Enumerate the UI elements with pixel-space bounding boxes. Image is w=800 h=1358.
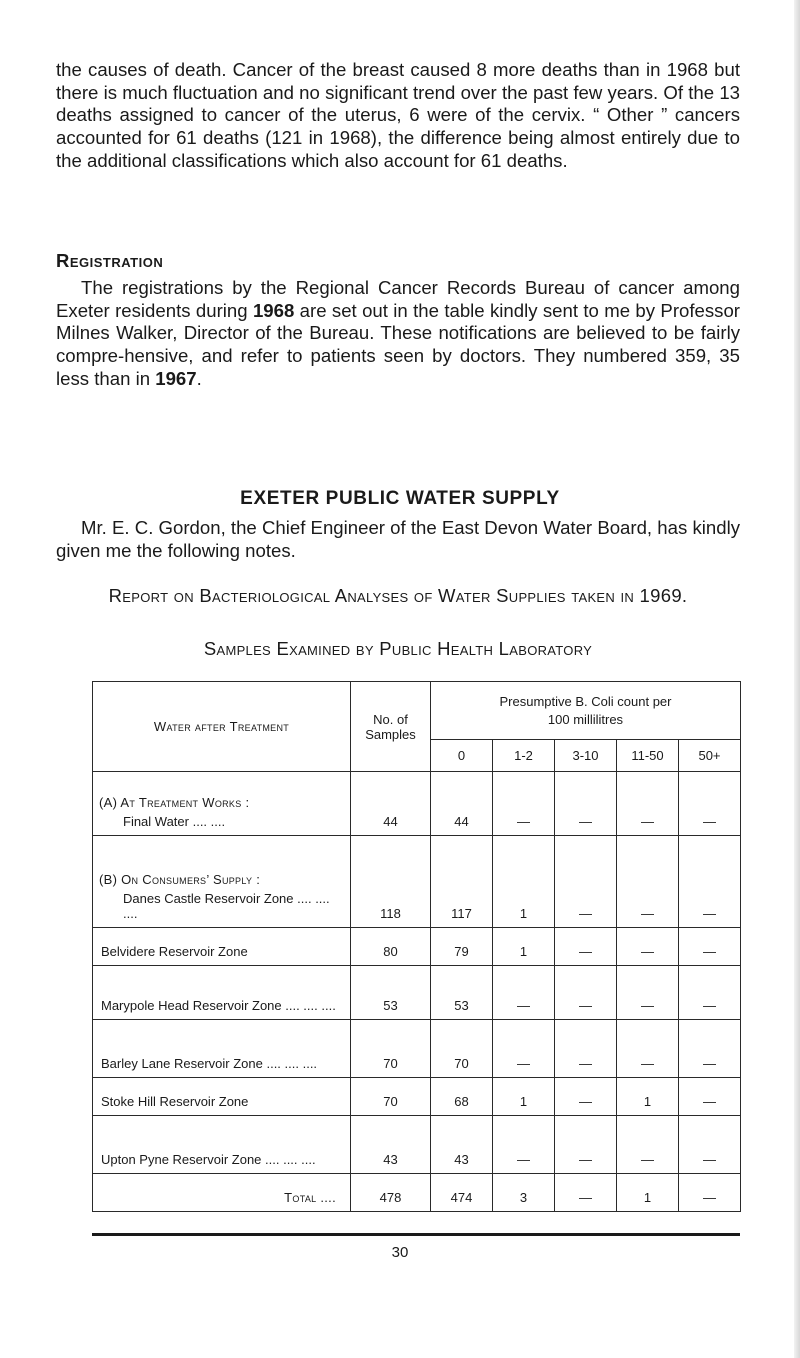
count-cell: 53 <box>431 966 493 1020</box>
table-row <box>93 928 741 966</box>
samples-cell: 44 <box>351 772 431 836</box>
count-cell: — <box>679 772 741 836</box>
cancer-deaths-paragraph: the causes of death. Cancer of the breast caused 8 more deaths than in 1968 but there is much fluctuation and no significant trend over the past few years. Of the 13 deaths assigned to cancer of the uterus, 6 were of the cervix. “ Other ” cancers accounted for 61 deaths (121 in 1968), the difference being almost entirely due to the additional classifications which also account for 61 deaths. <box>56 59 740 171</box>
registration-text-b: are set out in the table kindly sent to me by Professor Milnes Walker, Director of the Bureau. These notifications are believed to be fairly compre-hensive, and refer to patients seen by doctors. They numbered 359, 35 less than in <box>56 299 740 389</box>
column-header-coli: Presumptive B. Coli count per 100 millilitres <box>431 682 741 740</box>
count-cell: — <box>555 928 617 966</box>
count-cell: — <box>555 966 617 1020</box>
row-label-cell <box>93 1020 351 1078</box>
row-group-label: (B) On Consumers’ Supply : <box>99 872 261 887</box>
total-samples-cell: 478 <box>351 1174 431 1212</box>
count-cell: — <box>679 836 741 928</box>
count-cell: — <box>555 1020 617 1078</box>
count-cell: — <box>493 772 555 836</box>
count-cell: — <box>493 1020 555 1078</box>
water-supply-intro <box>56 516 740 562</box>
row-label: Stoke Hill Reservoir Zone <box>101 1094 249 1109</box>
count-cell: — <box>493 966 555 1020</box>
total-label: Total .... <box>93 1174 351 1212</box>
samples-cell: 70 <box>351 1078 431 1116</box>
count-cell: — <box>679 1078 741 1116</box>
table-bottom-rule <box>92 1233 740 1236</box>
count-cell: — <box>679 1116 741 1174</box>
table-header-row <box>93 682 741 740</box>
samples-cell: 118 <box>351 836 431 928</box>
count-cell: 70 <box>431 1020 493 1078</box>
band-header: 11-50 <box>617 740 679 772</box>
count-cell: — <box>679 1020 741 1078</box>
water-supply-title: EXETER PUBLIC WATER SUPPLY <box>240 488 560 509</box>
band-header: 3-10 <box>555 740 617 772</box>
total-count-cell: 1 <box>617 1174 679 1212</box>
total-count-cell: — <box>679 1174 741 1212</box>
count-cell: — <box>617 1020 679 1078</box>
registration-year-1967: 1967 <box>155 367 197 389</box>
table-row <box>93 966 741 1020</box>
count-cell: 1 <box>493 836 555 928</box>
row-group-label: (A) At Treatment Works : <box>99 795 250 810</box>
row-label: Marypole Head Reservoir Zone .... .... .... <box>101 998 336 1013</box>
registration-paragraph <box>56 277 740 391</box>
column-header-samples: No. of Samples <box>351 682 431 772</box>
count-cell: — <box>679 966 741 1020</box>
samples-cell: 43 <box>351 1116 431 1174</box>
table-row <box>93 1020 741 1078</box>
count-cell: 1 <box>493 928 555 966</box>
count-cell: — <box>617 772 679 836</box>
row-label-cell <box>93 1116 351 1174</box>
count-cell: 43 <box>431 1116 493 1174</box>
total-count-cell: — <box>555 1174 617 1212</box>
samples-cell: 53 <box>351 966 431 1020</box>
table-row <box>93 836 741 928</box>
samples-cell: 80 <box>351 928 431 966</box>
count-cell: 117 <box>431 836 493 928</box>
band-header: 50+ <box>679 740 741 772</box>
count-cell: 1 <box>617 1078 679 1116</box>
registration-heading: Registration <box>56 250 164 271</box>
count-cell: — <box>555 836 617 928</box>
count-cell: — <box>555 1116 617 1174</box>
count-cell: — <box>679 928 741 966</box>
samples-title: Samples Examined by Public Health Laboratory <box>203 638 593 659</box>
band-header: 1-2 <box>493 740 555 772</box>
total-count-cell: 3 <box>493 1174 555 1212</box>
row-label: Danes Castle Reservoir Zone .... .... .... <box>123 891 330 921</box>
row-label-cell <box>93 1078 351 1116</box>
count-cell: — <box>493 1116 555 1174</box>
registration-text-a: The registrations by the Regional Cancer Records Bureau of cancer among Exeter residents during <box>56 277 740 321</box>
count-cell: — <box>617 966 679 1020</box>
count-cell: 44 <box>431 772 493 836</box>
samples-cell: 70 <box>351 1020 431 1078</box>
row-label: Belvidere Reservoir Zone <box>101 944 248 959</box>
count-cell: 1 <box>493 1078 555 1116</box>
row-label-cell <box>93 836 351 928</box>
water-supply-intro-text: Mr. E. C. Gordon, the Chief Engineer of the East Devon Water Board, has kindly given me the following notes. <box>56 517 740 561</box>
count-cell: 79 <box>431 928 493 966</box>
row-label-cell <box>93 928 351 966</box>
table-row <box>93 1078 741 1116</box>
registration-year-1968: 1968 <box>252 299 295 321</box>
count-cell: — <box>617 1116 679 1174</box>
band-header: 0 <box>431 740 493 772</box>
table-body <box>93 772 741 1212</box>
row-label-cell <box>93 772 351 836</box>
water-analysis-table <box>92 681 741 1212</box>
total-count-cell: 474 <box>431 1174 493 1212</box>
count-cell: — <box>555 1078 617 1116</box>
count-cell: 68 <box>431 1078 493 1116</box>
column-header-water: Water after Treatment <box>93 682 351 772</box>
table-row <box>93 772 741 836</box>
table-row <box>93 1116 741 1174</box>
registration-text-c: . <box>196 367 202 389</box>
count-cell: — <box>555 772 617 836</box>
page-number: 30 <box>391 1244 409 1261</box>
total-row <box>93 1174 741 1212</box>
count-cell: — <box>617 836 679 928</box>
report-title: Report on Bacteriological Analyses of Water Supplies taken in 1969. <box>108 585 688 606</box>
row-label: Final Water .... .... <box>123 814 226 829</box>
row-label: Upton Pyne Reservoir Zone .... .... .... <box>101 1152 316 1167</box>
count-cell: — <box>617 928 679 966</box>
row-label: Barley Lane Reservoir Zone .... .... .... <box>101 1056 318 1071</box>
row-label-cell <box>93 966 351 1020</box>
page-edge-shadow <box>794 0 800 1358</box>
